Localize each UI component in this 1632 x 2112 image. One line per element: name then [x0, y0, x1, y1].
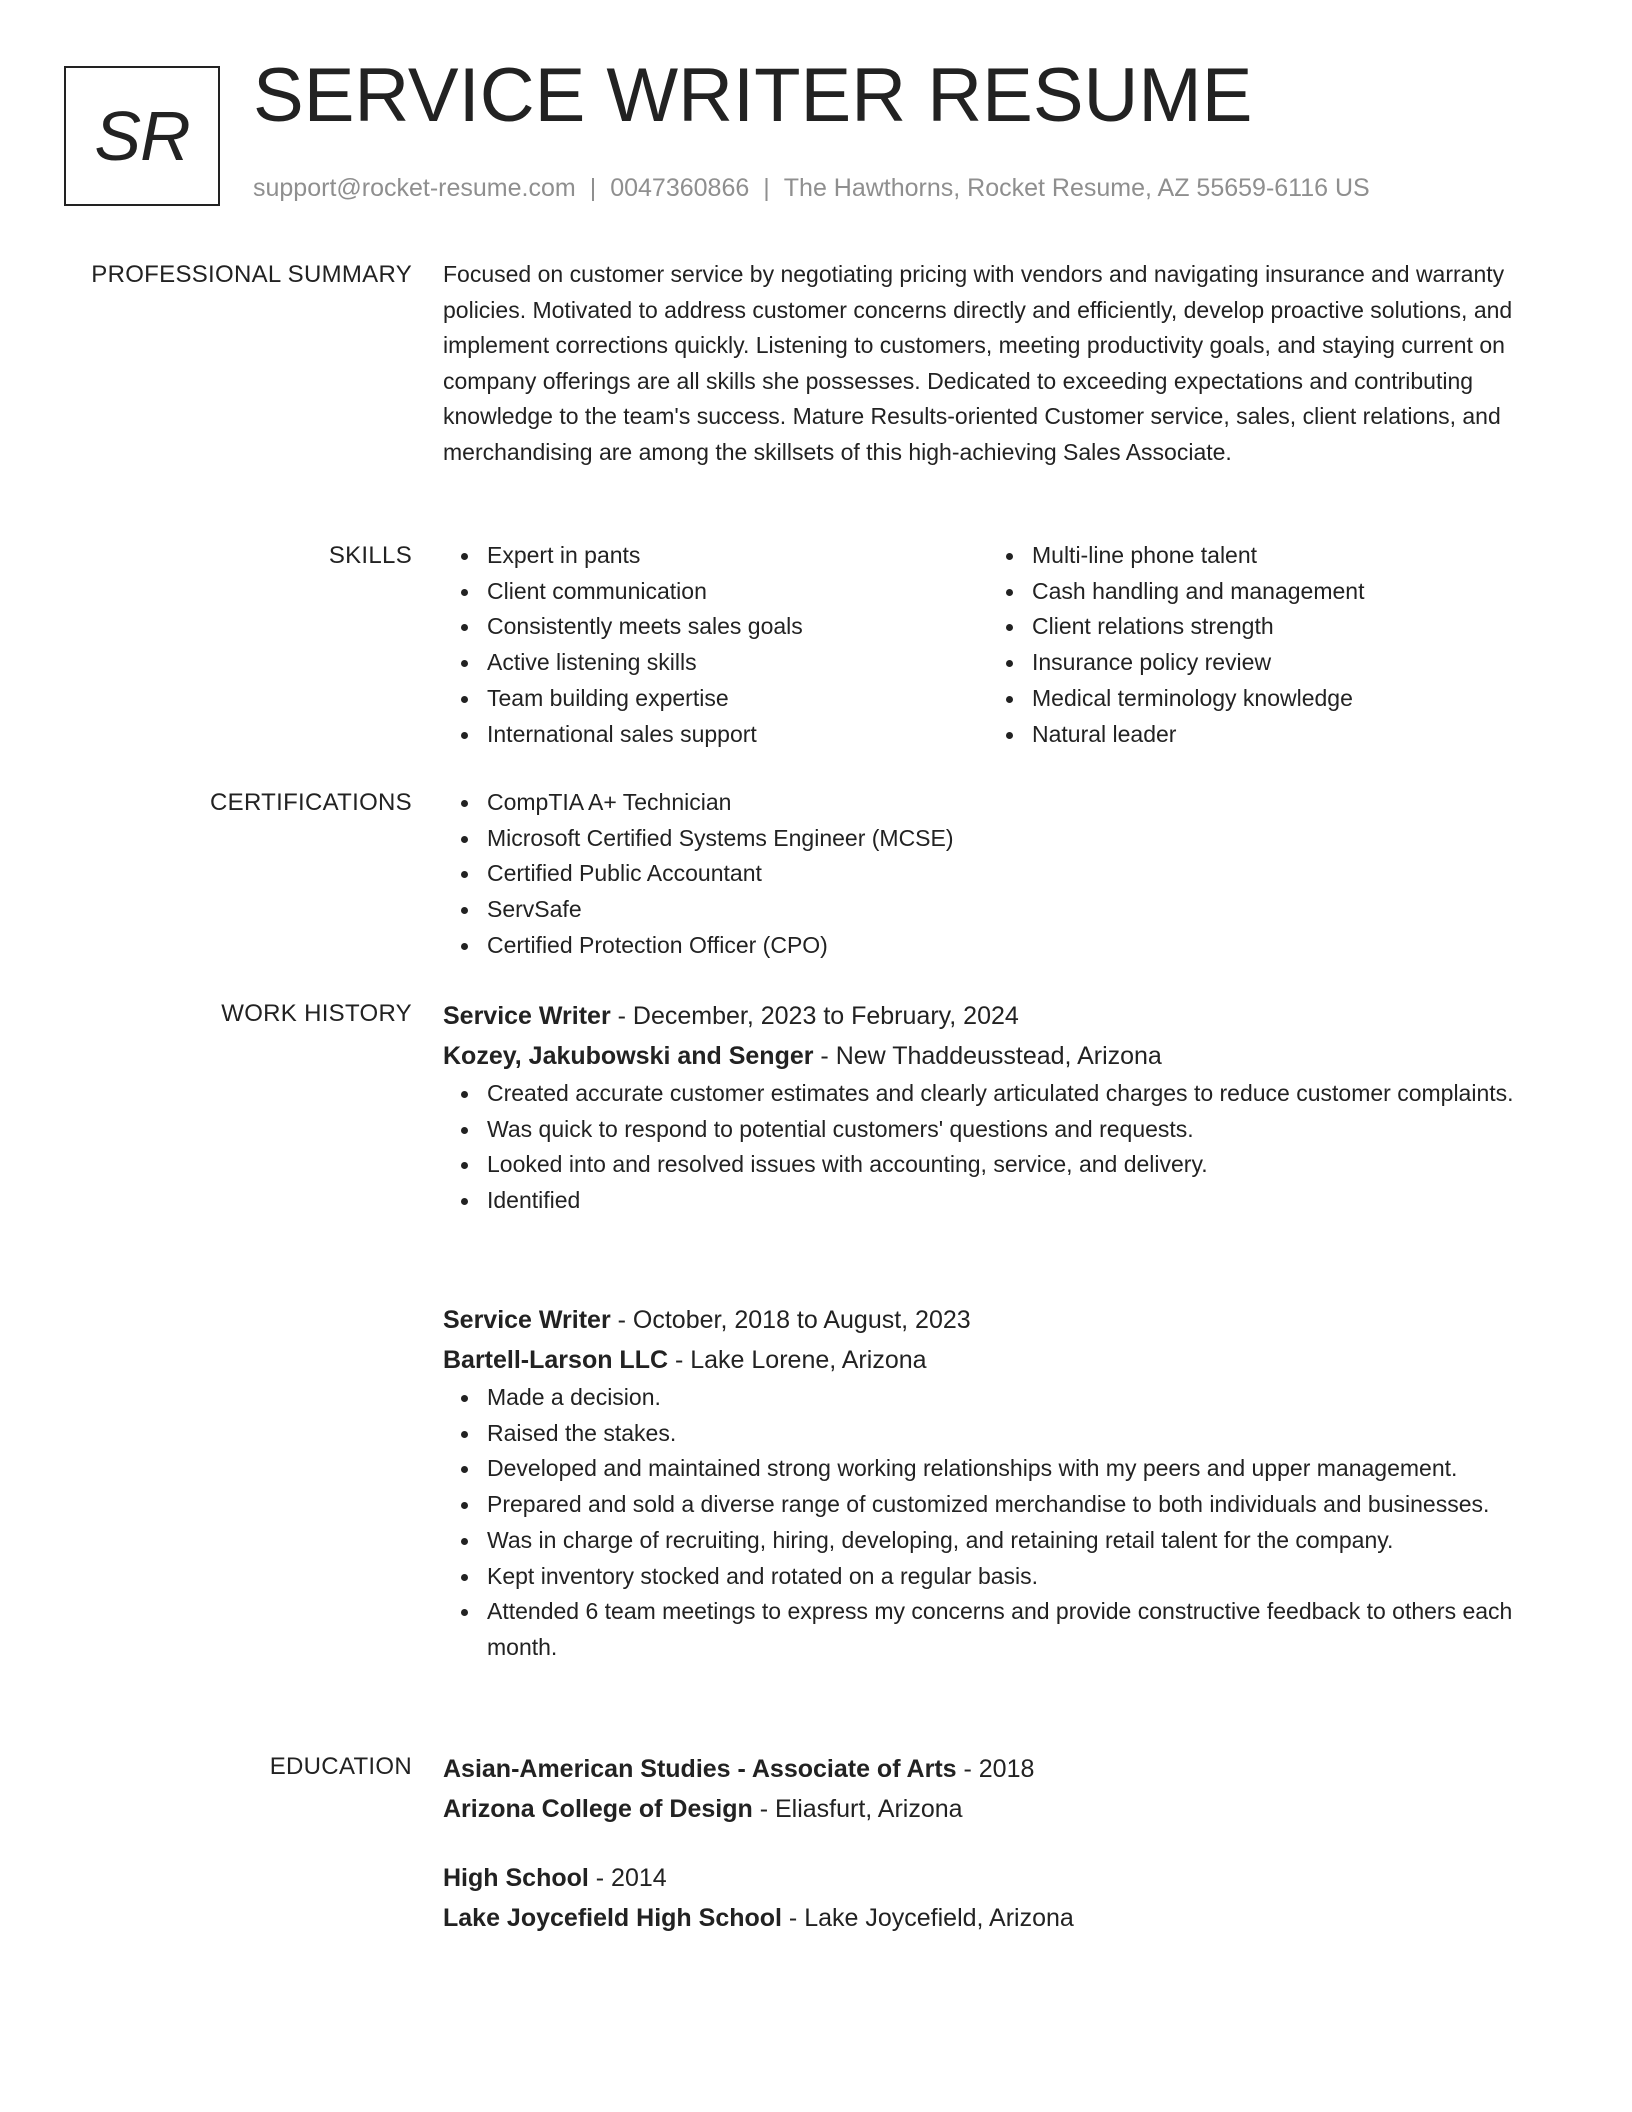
skill-item: Medical terminology knowledge: [1032, 681, 1533, 717]
job-duty: Looked into and resolved issues with accounting, service, and delivery.: [487, 1147, 1553, 1183]
education-degree-line: [443, 1858, 1553, 1898]
job-title: Service Writer: [443, 1002, 611, 1030]
contact-email[interactable]: support@rocket-resume.com: [253, 174, 576, 202]
job-duty: Kept inventory stocked and rotated on a regular basis.: [487, 1559, 1553, 1595]
skills-body: [443, 538, 1553, 752]
job-entry: [443, 1300, 1553, 1666]
certification-item: ServSafe: [487, 892, 1553, 928]
certification-item: Microsoft Certified Systems Engineer (MCSE): [487, 821, 1553, 857]
job-duty: Identified: [487, 1183, 1553, 1219]
skill-item: Client communication: [487, 574, 988, 610]
skill-item: Insurance policy review: [1032, 645, 1533, 681]
job-company: Kozey, Jakubowski and Senger: [443, 1042, 814, 1070]
contact-separator: |: [763, 174, 770, 202]
skill-item: Active listening skills: [487, 645, 988, 681]
certification-item: Certified Protection Officer (CPO): [487, 928, 1553, 964]
skill-item: Consistently meets sales goals: [487, 609, 988, 645]
education-location: - Lake Joycefield, Arizona: [781, 1904, 1074, 1932]
job-dates: - December, 2023 to February, 2024: [610, 1002, 1019, 1030]
education-degree-line: [443, 1749, 1553, 1789]
skill-item: International sales support: [487, 717, 988, 753]
job-location: - Lake Lorene, Arizona: [668, 1346, 927, 1374]
skill-item: Client relations strength: [1032, 609, 1533, 645]
education-school-line: [443, 1898, 1553, 1938]
education-entry: [443, 1858, 1553, 1938]
job-duty: Raised the stakes.: [487, 1416, 1553, 1452]
job-company-line: [443, 1340, 1553, 1380]
job-entry: [443, 996, 1553, 1219]
skill-item: Team building expertise: [487, 681, 988, 717]
contact-phone[interactable]: 0047360866: [610, 174, 750, 202]
education-degree: High School: [443, 1864, 589, 1892]
education-heading: EDUCATION: [269, 1753, 412, 1780]
job-location: - New Thaddeusstead, Arizona: [813, 1042, 1162, 1070]
job-company-line: [443, 1036, 1553, 1076]
job-duty: Was quick to respond to potential customers' questions and requests.: [487, 1112, 1553, 1148]
education-location: - Eliasfurt, Arizona: [752, 1795, 963, 1823]
work-history-heading: WORK HISTORY: [221, 1000, 412, 1027]
contact-line: [253, 174, 1370, 203]
certifications-body: [443, 785, 1553, 964]
skill-item: Multi-line phone talent: [1032, 538, 1533, 574]
job-dates: - October, 2018 to August, 2023: [610, 1306, 971, 1334]
education-school-line: [443, 1789, 1553, 1829]
education-year: - 2018: [956, 1755, 1035, 1783]
job-duty: Attended 6 team meetings to express my concerns and provide constructive feedback to others each month.: [487, 1594, 1553, 1665]
contact-address: The Hawthorns, Rocket Resume, AZ 55659-6116 US: [783, 174, 1370, 202]
job-duties: [443, 1380, 1553, 1666]
job-title: Service Writer: [443, 1306, 611, 1334]
resume-title: SERVICE WRITER RESUME: [253, 53, 1253, 138]
job-duty: Developed and maintained strong working relationships with my peers and upper management.: [487, 1451, 1553, 1487]
monogram-box: [64, 66, 220, 206]
job-duty: Created accurate customer estimates and clearly articulated charges to reduce customer complaints.: [487, 1076, 1553, 1112]
summary-text: Focused on customer service by negotiating pricing with vendors and navigating insurance and warranty policies. Motivated to address customer concerns directly and efficiently, develop proactive solutions, and implement corrections quickly. Listening to customers, meeting productivity goals, and staying current on company offerings are all skills she possesses. Dedicated to exceeding expectations and contributing knowledge to the team's success. Mature Results-oriented Customer service, sales, client relations, and merchandising are among the skillsets of this high-achieving Sales Associate.: [443, 261, 1513, 465]
monogram-initials: SR: [94, 97, 190, 175]
skills-column-right: [988, 538, 1533, 752]
education-school: Arizona College of Design: [443, 1795, 753, 1823]
skills-grid: [443, 538, 1553, 752]
job-duty: Was in charge of recruiting, hiring, developing, and retaining retail talent for the company.: [487, 1523, 1553, 1559]
skills-heading: SKILLS: [328, 542, 412, 569]
job-title-line: [443, 996, 1553, 1036]
education-degree: Asian-American Studies - Associate of Arts: [443, 1755, 957, 1783]
job-duty: Prepared and sold a diverse range of customized merchandise to both individuals and businesses.: [487, 1487, 1553, 1523]
certifications-heading: CERTIFICATIONS: [210, 789, 412, 816]
skill-item: Expert in pants: [487, 538, 988, 574]
education-year: - 2014: [588, 1864, 667, 1892]
job-duties: [443, 1076, 1553, 1219]
education-entry: [443, 1749, 1553, 1829]
certification-item: Certified Public Accountant: [487, 856, 1553, 892]
skill-item: Natural leader: [1032, 717, 1533, 753]
skills-column-left: [443, 538, 988, 752]
job-company: Bartell-Larson LLC: [443, 1346, 669, 1374]
summary-heading: PROFESSIONAL SUMMARY: [91, 261, 412, 288]
skill-item: Cash handling and management: [1032, 574, 1533, 610]
summary-body: [443, 257, 1553, 470]
certification-item: CompTIA A+ Technician: [487, 785, 1553, 821]
job-duty: Made a decision.: [487, 1380, 1553, 1416]
job-title-line: [443, 1300, 1553, 1340]
contact-separator: |: [589, 174, 597, 202]
education-school: Lake Joycefield High School: [443, 1904, 782, 1932]
